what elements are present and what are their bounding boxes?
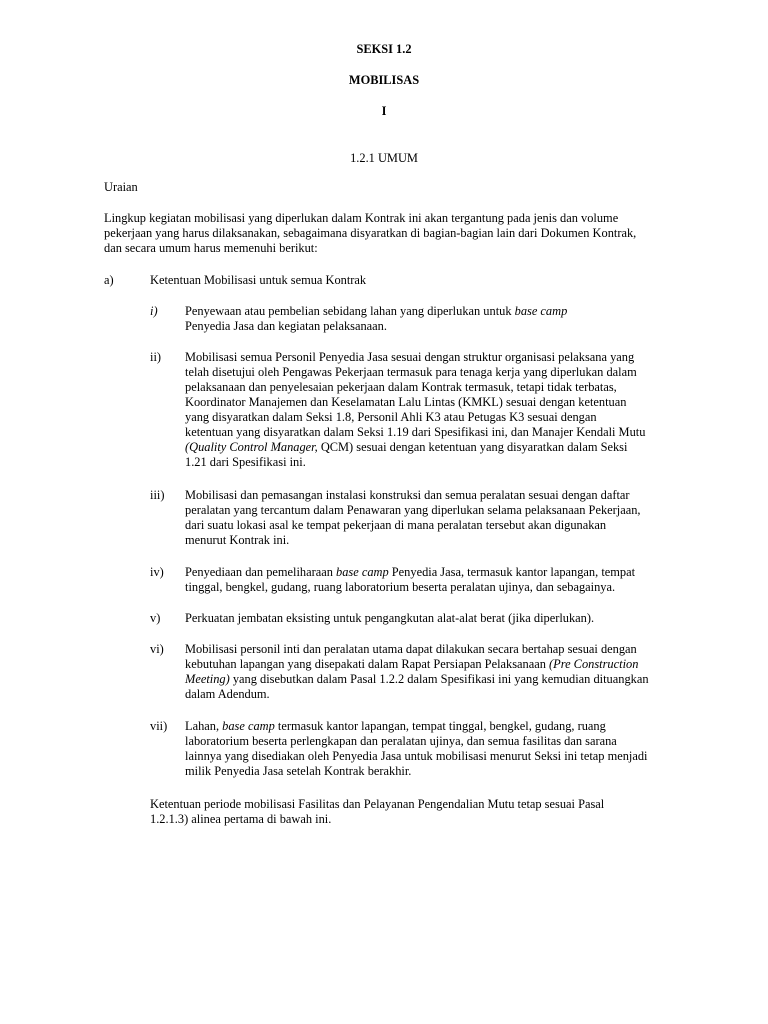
item-line: menurut Kontrak ini.: [185, 533, 290, 547]
item-line: 1.21 dari Spesifikasi ini.: [185, 455, 306, 469]
item-line: Penyedia Jasa dan kegiatan pelaksanaan.: [185, 319, 387, 333]
section-title-line2: I: [381, 104, 387, 118]
item-line: peralatan yang tercantum dalam Penawaran yang diperlukan selama pelaksanaan Pekerjaan,: [185, 503, 641, 517]
item-i-text: [185, 304, 695, 334]
item-line: Mobilisasi dan pemasangan instalasi konstruksi dan semua peralatan sesuai dengan daftar: [185, 488, 630, 502]
list-marker-a: a): [104, 273, 114, 287]
item-v-text: [185, 611, 695, 626]
item-marker-iii: iii): [150, 488, 165, 502]
item-marker-vii: vii): [150, 719, 168, 733]
intro-line: dan secara umum harus memenuhi berikut:: [104, 241, 318, 255]
item-line: Penyewaan atau pembelian sebidang lahan yang diperlukan untuk base camp: [185, 304, 568, 318]
item-line: Penyediaan dan pemeliharaan base camp Penyedia Jasa, termasuk kantor lapangan, tempat: [185, 565, 636, 579]
item-line: lainnya yang disediakan oleh Penyedia Jasa untuk mobilisasi menurut Seksi ini tetap menjadi: [185, 749, 648, 763]
item-line: (Quality Control Manager, QCM) sesuai dengan ketentuan yang disyaratkan dalam Seksi: [185, 440, 628, 454]
item-marker-ii: ii): [150, 350, 162, 364]
closing-line: Ketentuan periode mobilisasi Fasilitas dan Pelayanan Pengendalian Mutu tetap sesuai Pasal: [150, 797, 605, 811]
item-line: dari suatu lokasi asal ke tempat pekerjaan di mana peralatan tersebut akan digunakan: [185, 518, 607, 532]
item-iii-text: [185, 488, 695, 548]
item-line: kebutuhan lapangan yang disepakati dalam Rapat Persiapan Pelaksanaan (Pre Construction: [185, 657, 639, 671]
closing-line: 1.2.1.3) alinea pertama di bawah ini.: [150, 812, 332, 826]
intro-paragraph: [104, 211, 694, 256]
uraian-label: Uraian: [104, 180, 138, 194]
item-line: Perkuatan jembatan eksisting untuk pengangkutan alat-alat berat (jika diperlukan).: [185, 611, 595, 625]
intro-line: pekerjaan yang harus dilaksanakan, sebagaimana disyaratkan di bagian-bagian lain dari Dokumen Kontrak,: [104, 226, 637, 240]
item-line: milik Penyedia Jasa setelah Kontrak berakhir.: [185, 764, 412, 778]
item-line: tinggal, bengkel, gudang, ruang laboratorium beserta peralatan ujinya, dan sebagainya.: [185, 580, 616, 594]
intro-line: Lingkup kegiatan mobilisasi yang diperlukan dalam Kontrak ini akan tergantung pada jenis dan volume: [104, 211, 619, 225]
item-line: Mobilisasi personil inti dan peralatan utama dapat dilakukan secara bertahap sesuai dengan: [185, 642, 637, 656]
item-line: telah disetujui oleh Pengawas Pekerjaan termasuk para tenaga kerja yang diperlukan dalam: [185, 365, 637, 379]
subsection-heading: 1.2.1 UMUM: [350, 151, 418, 165]
item-marker-v: v): [150, 611, 161, 625]
item-line: pelaksanaan dan penyelesaian pekerjaan dalam Kontrak termasuk, tetapi tidak terbatas,: [185, 380, 617, 394]
closing-paragraph: [150, 797, 695, 827]
item-ii-text: [185, 350, 695, 470]
item-line: yang disyaratkan dalam Seksi 1.8, Personil Ahli K3 atau Petugas K3 sesuai dengan: [185, 410, 597, 424]
item-line: Lahan, base camp termasuk kantor lapangan, tempat tinggal, bengkel, gudang, ruang: [185, 719, 606, 733]
item-line: dalam Adendum.: [185, 687, 270, 701]
item-line: ketentuan yang disyaratkan dalam Seksi 1.19 dari Spesifikasi ini, dan Manajer Kendali Mutu: [185, 425, 646, 439]
item-marker-i: i): [150, 304, 158, 318]
item-line: laboratorium beserta perlengkapan dan peralatan ujinya, dan semua fasilitas dan sarana: [185, 734, 617, 748]
list-a-title: Ketentuan Mobilisasi untuk semua Kontrak: [150, 273, 367, 287]
item-line: Koordinator Manajemen dan Keselamatan Lalu Lintas (KMKL) sesuai dengan ketentuan: [185, 395, 627, 409]
item-line: Mobilisasi semua Personil Penyedia Jasa sesuai dengan struktur organisasi pelaksana yang: [185, 350, 635, 364]
item-iv-text: [185, 565, 695, 595]
item-marker-vi: vi): [150, 642, 164, 656]
item-line: Meeting) yang disebutkan dalam Pasal 1.2.2 dalam Spesifikasi ini yang kemudian dituangkan: [185, 672, 649, 686]
section-number: SEKSI 1.2: [356, 42, 412, 56]
item-marker-iv: iv): [150, 565, 164, 579]
item-vi-text: [185, 642, 695, 702]
item-vii-text: [185, 719, 695, 779]
section-title-line1: MOBILISAS: [348, 73, 420, 87]
